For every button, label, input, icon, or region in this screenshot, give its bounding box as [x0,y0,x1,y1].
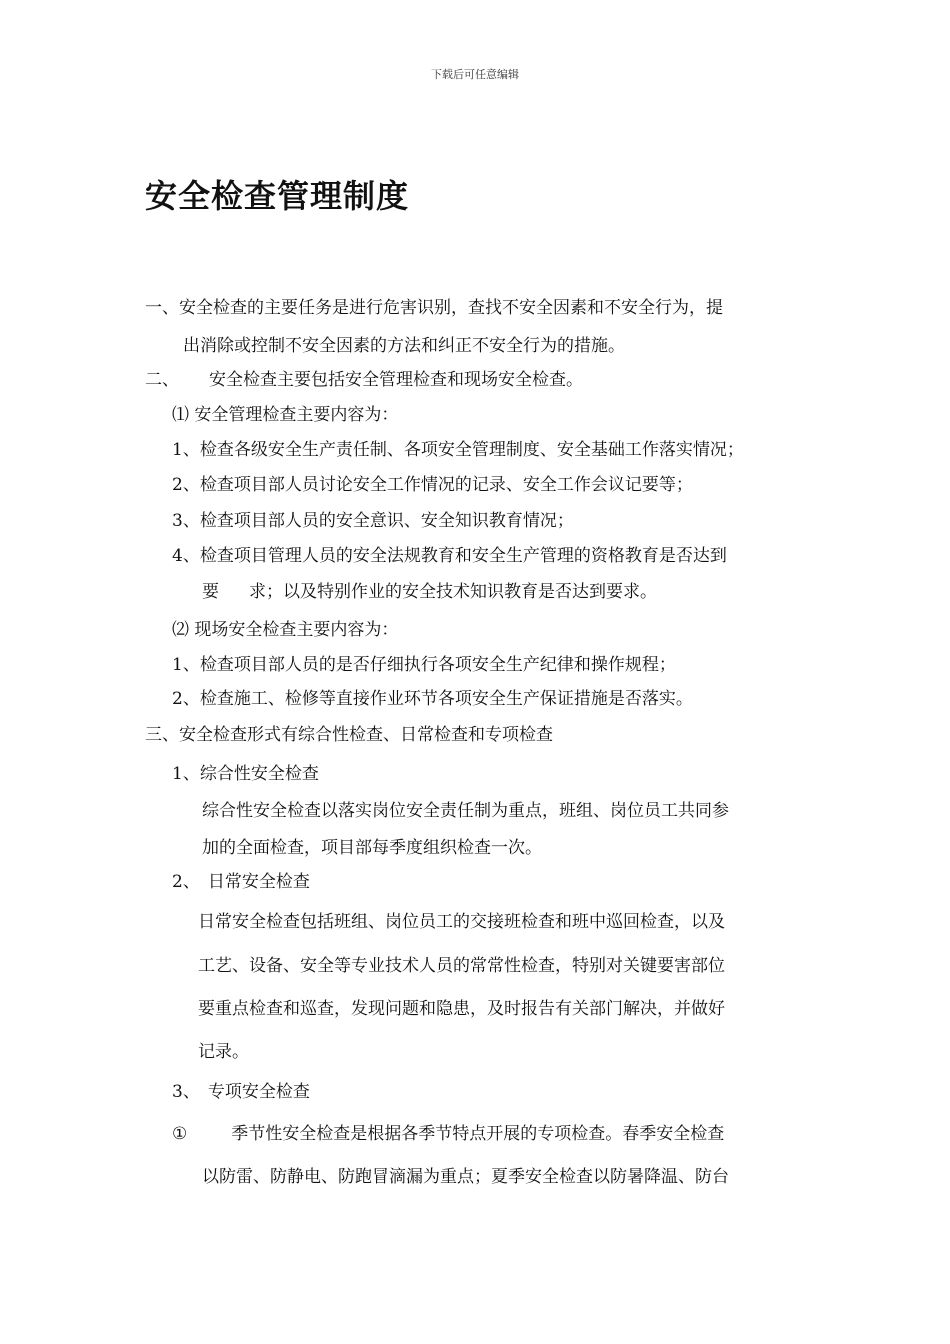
list-item: 1、检查项目部人员的是否仔细执行各项安全生产纪律和操作规程； [172,655,676,675]
section-1-line-2: 出消除或控制不安全因素的方法和纠正不安全行为的措施。 [183,336,625,356]
list-item: 1、检查各级安全生产责任制、各项安全管理制度、安全基础工作落实情况； [172,440,744,460]
seasonal-check-line-2: 以防雷、防静电、防跑冒滴漏为重点；夏季安全检查以防暑降温、防台 [202,1167,729,1187]
circled-number: ① [172,1124,188,1144]
paragraph-line: 综合性安全检查以落实岗位安全责任制为重点，班组、岗位员工共同参 [202,801,729,821]
section-1-line-1: 一、安全检查的主要任务是进行危害识别，查找不安全因素和不安全行为，提 [145,298,723,318]
item-comprehensive-check: 1、综合性安全检查 [172,764,319,784]
continuation-text: 求；以及特别作业的安全技术知识教育是否达到要求。 [249,582,657,602]
document-title: 安全检查管理制度 [145,177,410,215]
seasonal-check-text: 季节性安全检查是根据各季节特点开展的专项检查。春季安全检查 [231,1124,725,1144]
section-2-number: 二、 [145,370,179,390]
section-2-text: 安全检查主要包括安全管理检查和现场安全检查。 [209,370,583,390]
subsection-site: ⑵ 现场安全检查主要内容为： [172,620,399,640]
list-item: 4、检查项目管理人员的安全法规教育和安全生产管理的资格教育是否达到 [172,546,727,566]
item-number: 3、 [172,1082,200,1102]
paragraph-line: 要重点检查和巡查，发现问题和隐患，及时报告有关部门解决，并做好 [198,999,725,1019]
paragraph-line: 日常安全检查包括班组、岗位员工的交接班检查和班中巡回检查，以及 [198,912,725,932]
item-special-check [172,1081,310,1103]
paragraph-line: 记录。 [198,1042,249,1062]
paragraph-line: 加的全面检查，项目部每季度组织检查一次。 [202,838,542,858]
section-3-heading: 三、安全检查形式有综合性检查、日常检查和专项检查 [145,725,553,745]
header-note: 下载后可任意编辑 [431,68,519,81]
list-item: 3、检查项目部人员的安全意识、安全知识教育情况； [172,511,574,531]
list-item: 2、检查项目部人员讨论安全工作情况的记录、安全工作会议记要等； [172,475,693,495]
item-text: 专项安全检查 [207,1082,310,1102]
item-number: 2、 [172,872,200,892]
item-text: 日常安全检查 [207,872,310,892]
section-2-heading [145,369,583,391]
paragraph-line: 工艺、设备、安全等专业技术人员的常常性检查，特别对关键要害部位 [198,956,725,976]
subsection-management: ⑴ 安全管理检查主要内容为： [172,405,399,425]
seasonal-check-line-1 [172,1123,724,1145]
continuation-word: 要 [202,582,219,602]
item-daily-check [172,871,310,893]
list-item-continuation [202,581,657,603]
list-item: 2、检查施工、检修等直接作业环节各项安全生产保证措施是否落实。 [172,689,693,709]
